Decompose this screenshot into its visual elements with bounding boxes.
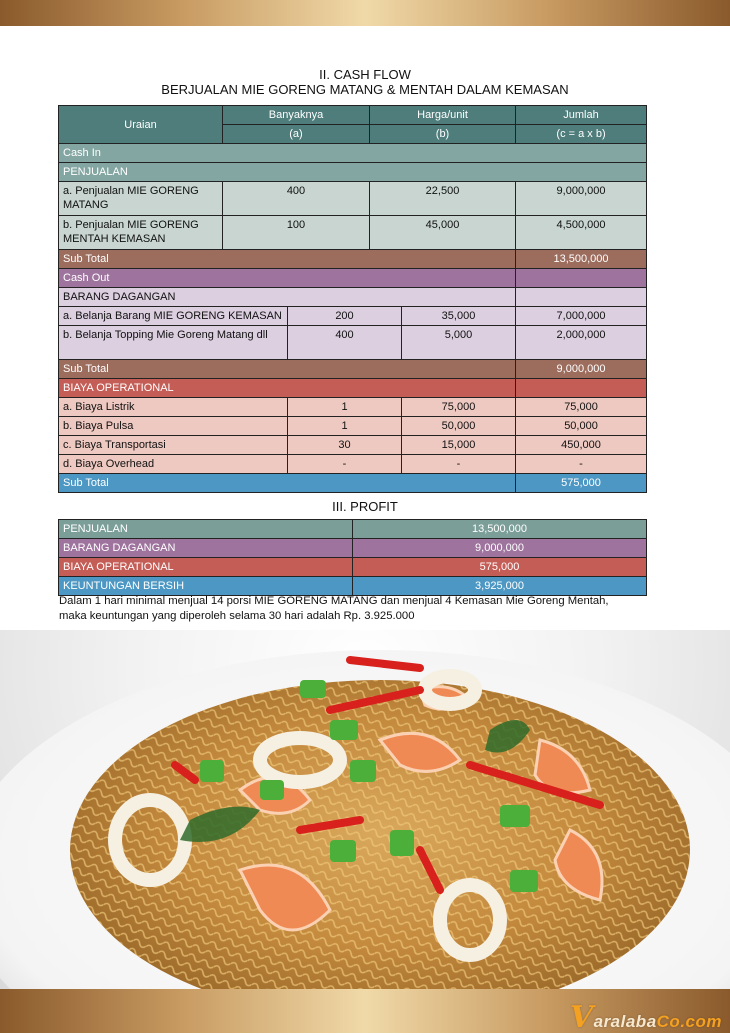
noodle-plate-illustration: [0, 630, 730, 989]
profit-title: III. PROFIT: [332, 499, 398, 514]
sales-label: b. Penjualan MIE GORENG MENTAH KEMASAN: [59, 216, 223, 250]
jumlah-header: Jumlah: [516, 106, 647, 125]
goods-total: 2,000,000: [516, 326, 647, 360]
sales-price: 22,500: [370, 182, 516, 216]
barang-row: BARANG DAGANGAN: [59, 288, 516, 307]
goods-label: b. Belanja Topping Mie Goreng Matang dll: [59, 326, 288, 360]
ops-label: d. Biaya Overhead: [59, 455, 288, 474]
table-row: [59, 558, 647, 577]
biaya-empty: [516, 379, 647, 398]
cash-in-row: Cash In: [59, 144, 647, 163]
profit-value: 9,000,000: [353, 539, 647, 558]
ops-total: -: [516, 455, 647, 474]
goods-price: 5,000: [402, 326, 516, 360]
ops-qty: 1: [288, 417, 402, 436]
col-a-header: (a): [223, 125, 370, 144]
sales-label: a. Penjualan MIE GORENG MATANG: [59, 182, 223, 216]
profit-value: 575,000: [353, 558, 647, 577]
goods-label: a. Belanja Barang MIE GORENG KEMASAN: [59, 307, 288, 326]
profit-value: 13,500,000: [353, 520, 647, 539]
ops-price: 50,000: [402, 417, 516, 436]
cashflow-title: II. CASH FLOW: [319, 67, 411, 82]
cash-out-empty: [516, 269, 647, 288]
biaya-row: BIAYA OPERATIONAL: [59, 379, 516, 398]
barang-empty: [516, 288, 647, 307]
cashflow-table: [58, 105, 647, 493]
cashflow-subtitle: BERJUALAN MIE GORENG MATANG & MENTAH DALAM KEMASAN: [161, 82, 569, 97]
table-row: [59, 326, 647, 360]
table-row: [59, 436, 647, 455]
top-gold-band: [0, 0, 730, 26]
col-b-header: (b): [370, 125, 516, 144]
goods-price: 35,000: [402, 307, 516, 326]
profit-label: BIAYA OPERATIONAL: [59, 558, 353, 577]
ops-total: 50,000: [516, 417, 647, 436]
summary-note: [59, 594, 699, 624]
profit-table: [58, 519, 647, 596]
logo-main: aralaba: [593, 1012, 657, 1031]
goods-qty: 200: [288, 307, 402, 326]
table-row: [59, 455, 647, 474]
sales-total: 4,500,000: [516, 216, 647, 250]
cash-out-row: Cash Out: [59, 269, 516, 288]
profit-label: PENJUALAN: [59, 520, 353, 539]
subtotal-label: Sub Total: [59, 250, 516, 269]
uraian-header: Uraian: [59, 106, 223, 144]
logo-v: V: [569, 1000, 594, 1035]
sales-qty: 100: [223, 216, 370, 250]
penjualan-row: PENJUALAN: [59, 163, 647, 182]
ops-qty: 30: [288, 436, 402, 455]
logo-co: Co.com: [656, 1012, 722, 1031]
sales-price: 45,000: [370, 216, 516, 250]
profit-label: BARANG DAGANGAN: [59, 539, 353, 558]
col-c-header: (c = a x b): [516, 125, 647, 144]
note-line-2: maka keuntungan yang diperoleh selama 30 hari adalah Rp. 3.925.000: [59, 610, 415, 622]
mie-goreng-photo: [0, 630, 730, 989]
subtotal-value: 575,000: [516, 474, 647, 493]
ops-label: b. Biaya Pulsa: [59, 417, 288, 436]
table-row: [59, 417, 647, 436]
profit-value: 3,925,000: [353, 577, 647, 596]
ops-price: -: [402, 455, 516, 474]
subtotal-label: Sub Total: [59, 360, 516, 379]
ops-price: 15,000: [402, 436, 516, 455]
table-row: [59, 307, 647, 326]
subtotal-value: 9,000,000: [516, 360, 647, 379]
table-row: [59, 182, 647, 216]
goods-qty: 400: [288, 326, 402, 360]
table-row: [59, 539, 647, 558]
subtotal-value: 13,500,000: [516, 250, 647, 269]
ops-label: c. Biaya Transportasi: [59, 436, 288, 455]
table-row: [59, 216, 647, 250]
profit-label: KEUNTUNGAN BERSIH: [59, 577, 353, 596]
note-line-1: Dalam 1 hari minimal menjual 14 porsi MIE GORENG MATANG dan menjual 4 Kemasan Mie Goreng Mentah,: [59, 595, 609, 607]
goods-total: 7,000,000: [516, 307, 647, 326]
harga-header: Harga/unit: [370, 106, 516, 125]
table-row: [59, 520, 647, 539]
table-row: [59, 577, 647, 596]
ops-qty: -: [288, 455, 402, 474]
ops-price: 75,000: [402, 398, 516, 417]
table-row: [59, 398, 647, 417]
ops-total: 450,000: [516, 436, 647, 455]
ops-qty: 1: [288, 398, 402, 417]
banyaknya-header: Banyaknya: [223, 106, 370, 125]
ops-label: a. Biaya Listrik: [59, 398, 288, 417]
varalaba-logo: [570, 1000, 722, 1035]
ops-total: 75,000: [516, 398, 647, 417]
sales-qty: 400: [223, 182, 370, 216]
subtotal-label: Sub Total: [59, 474, 516, 493]
sales-total: 9,000,000: [516, 182, 647, 216]
